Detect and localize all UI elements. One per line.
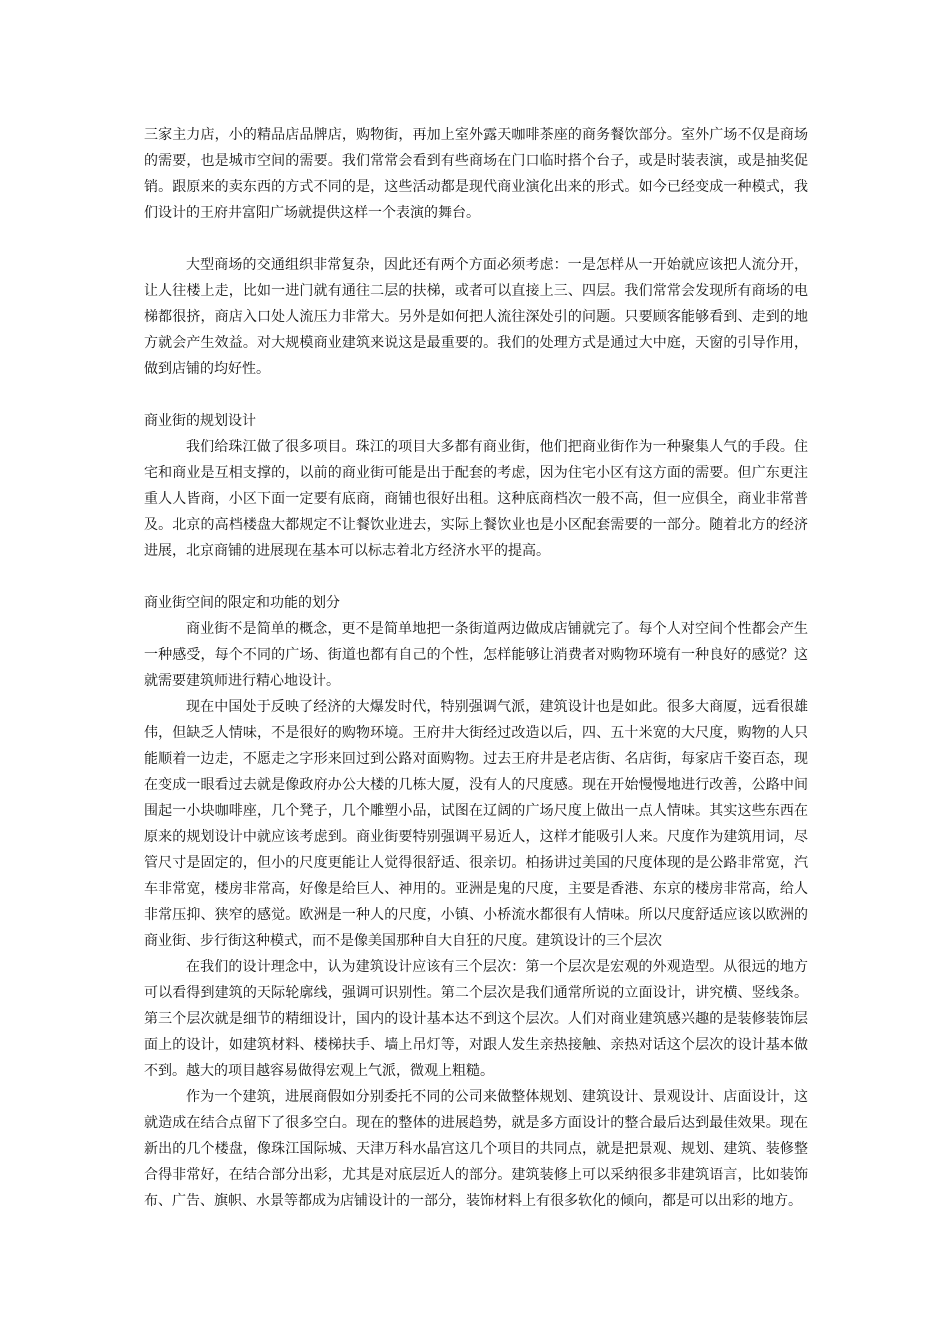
- paragraph-street-concept: 商业街不是简单的概念，更不是简单地把一条街道两边做成店铺就完了。每个人对空间个性都会产生一种感受，每个不同的广场、街道也都有自己的个性，怎样能够让消费者对购物环境有一种良好的感觉？这就需要建筑师进行精心地设计。: [144, 621, 808, 689]
- paragraph-anchor-stores: 三家主力店，小的精品店品牌店，购物街，再加上室外露天咖啡茶座的商务餐饮部分。室外广场不仅是商场的需要，也是城市空间的需要。我们常常会看到有些商场在门口临时搭个台子，或是时装表演，或是抽奖促销。跟原来的卖东西的方式不同的是，这些活动都是现代商业演化出来的形式。如今已经变成一种模式，我们设计的王府井富阳广场就提供这样一个表演的舞台。: [144, 127, 808, 221]
- section-heading-street-space: 商业街空间的限定和功能的划分: [144, 595, 340, 611]
- paragraph-gap: [144, 226, 808, 252]
- paragraph-zhujiang-projects: 我们给珠江做了很多项目。珠江的项目大多都有商业街，他们把商业街作为一种聚集人气的手段。住宅和商业是互相支撑的，以前的商业街可能是出于配套的考虑，因为住宅小区有这方面的需要。但广东更注重人人皆商，小区下面一定要有底商，商铺也很好出租。这种底商档次一般不高，但一应俱全，商业非常普及。北京的高档楼盘大都规定不让餐饮业进去，实际上餐饮业也是小区配套需要的一部分。随着北方的经济进展，北京商铺的进展现在基本可以标志着北方经济水平的提高。: [144, 439, 808, 559]
- paragraph-human-scale: 现在中国处于反映了经济的大爆发时代，特别强调气派，建筑设计也是如此。很多大商厦，远看很雄伟，但缺乏人情味，不是很好的购物环境。王府井大街经过改造以后，四、五十米宽的大尺度，购物的人只能顺着一边走，不愿走之字形来回过到公路对面购物。过去王府井是老店街、名店街，每家店千姿百态，现在变成一眼看过去就是像政府办公大楼的几栋大厦，没有人的尺度感。现在开始慢慢地进行改善，公路中间围起一小块咖啡座，几个凳子，几个雕塑小品，试图在辽阔的广场尺度上做出一点人情味。其实这些东西在原来的规划设计中就应该考虑到。商业街要特别强调平易近人，这样才能吸引人来。尺度作为建筑用词，尽管尺寸是固定的，但小的尺度更能让人觉得很舒适、很亲切。柏扬讲过美国的尺度体现的是公路非常宽，汽车非常宽，楼房非常高，好像是给巨人、神用的。亚洲是鬼的尺度，主要是香港、东京的楼房非常高，给人非常压抑、狭窄的感觉。欧洲是一种人的尺度，小镇、小桥流水都很有人情味。所以尺度舒适应该以欧洲的商业街、步行街这种模式，而不是像美国那种自大自狂的尺度。建筑设计的三个层次: [144, 699, 808, 949]
- paragraph-gap: [144, 564, 808, 590]
- paragraph-gap: [144, 382, 808, 408]
- section-heading-street-planning: 商业街的规划设计: [144, 413, 256, 429]
- document-body: [144, 122, 808, 1214]
- paragraph-three-levels: 在我们的设计理念中，认为建筑设计应该有三个层次：第一个层次是宏观的外观造型。从很远的地方可以看得到建筑的天际轮廓线，强调可识别性。第二个层次是我们通常所说的立面设计，讲究横、竖线条。第三个层次就是细节的精细设计，国内的设计基本达不到这个层次。人们对商业建筑感兴趣的是装修装饰层面上的设计，如建筑材料、楼梯扶手、墙上吊灯等，对跟人发生亲热接触、亲热对话这个层次的设计基本做不到。越大的项目越容易做得宏观上气派，微观上粗糙。: [144, 959, 808, 1079]
- paragraph-design-integration: 作为一个建筑，进展商假如分别委托不同的公司来做整体规划、建筑设计、景观设计、店面设计，这就造成在结合点留下了很多空白。现在的整体的进展趋势，就是多方面设计的整合最后达到最佳效果。现在新出的几个楼盘，像珠江国际城、天津万科水晶宫这几个项目的共同点，就是把景观、规划、建筑、装修整合得非常好，在结合部分出彩，尤其是对底层近人的部分。建筑装修上可以采纳很多非建筑语言，比如装饰布、广告、旗帜、水景等都成为店铺设计的一部分，装饰材料上有很多软化的倾向，都是可以出彩的地方。: [144, 1089, 808, 1209]
- paragraph-traffic-organization: 大型商场的交通组织非常复杂，因此还有两个方面必须考虑：一是怎样从一开始就应该把人流分开，让人往楼上走，比如一进门就有通往二层的扶梯，或者可以直接上三、四层。我们常常会发现所有商场的电梯都很挤，商店入口处人流压力非常大。另外是如何把人流往深处引的问题。只要顾客能够看到、走到的地方就会产生效益。对大规模商业建筑来说这是最重要的。我们的处理方式是通过大中庭，天窗的引导作用，做到店铺的均好性。: [144, 257, 808, 377]
